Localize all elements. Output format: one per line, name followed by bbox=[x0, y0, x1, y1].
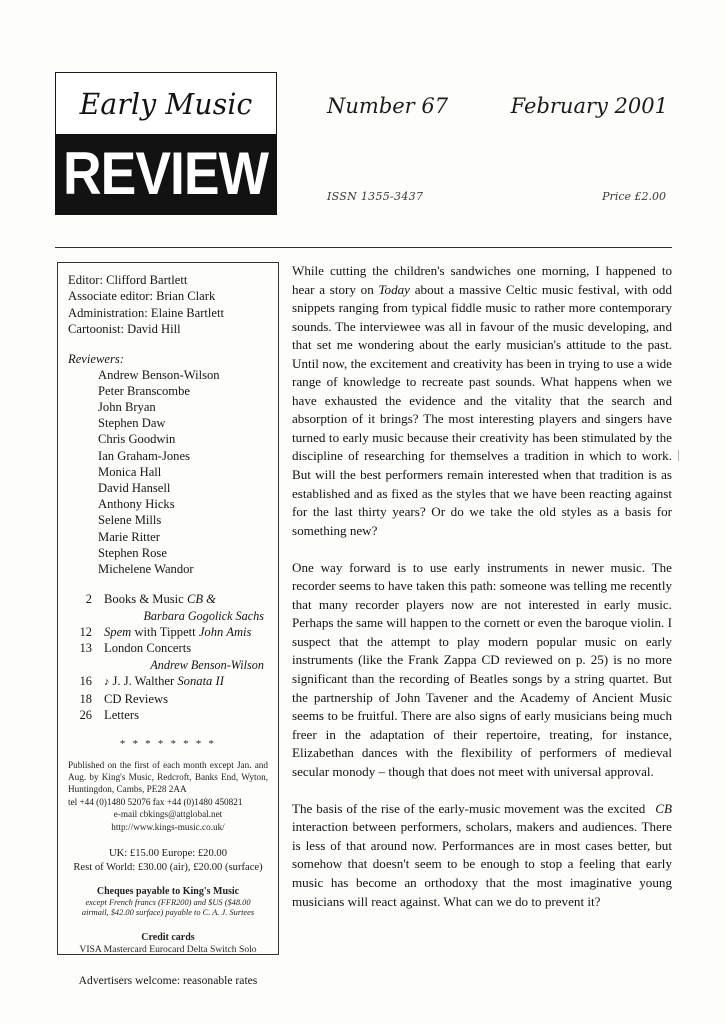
list-item: Stephen Rose bbox=[98, 545, 167, 560]
table-of-contents bbox=[68, 591, 268, 723]
publication-logo bbox=[55, 72, 277, 215]
staff-cartoonist: Cartoonist: David Hill bbox=[68, 322, 181, 337]
toc-entry-walther-sonata[interactable] bbox=[68, 673, 268, 690]
subscription-rates bbox=[68, 847, 268, 875]
toc-page-number: 26 bbox=[79, 708, 92, 723]
reviewers-heading: Reviewers: bbox=[68, 351, 124, 366]
publisher-website[interactable]: http://www.kings-music.co.uk/ bbox=[111, 821, 225, 832]
header-divider-rule bbox=[55, 247, 672, 248]
toc-page-number: 18 bbox=[79, 691, 92, 706]
toc-subline: Barbara Gogolick Sachs bbox=[143, 608, 264, 623]
masthead-info-box bbox=[57, 262, 279, 988]
subscription-rate-world: Rest of World: £30.00 (air), £20.00 (surface) bbox=[73, 861, 263, 873]
toc-page-number: 2 bbox=[85, 592, 92, 607]
toc-subline: Andrew Benson-Wilson bbox=[150, 657, 264, 672]
reviewers-list bbox=[68, 367, 268, 578]
list-item: Peter Branscombe bbox=[98, 383, 190, 398]
list-item: Selene Mills bbox=[98, 513, 162, 528]
issn-price-line bbox=[327, 190, 672, 203]
toc-title-byline: John Amis bbox=[198, 625, 252, 640]
cheques-fineprint-line2: airmail, $42.00 surface) payable to C. A. J. Surtees bbox=[81, 908, 255, 918]
toc-entry-spem-tippett[interactable] bbox=[68, 624, 268, 640]
publisher-statement: Published on the first of each month except Jan. and Aug. by King's Music, Redcroft, Banks End, Wyton, Huntingdon, Cambs, PE28 2AA bbox=[68, 759, 268, 795]
staff-associate-editor: Associate editor: Brian Clark bbox=[68, 289, 216, 304]
toc-page-number: 12 bbox=[79, 625, 92, 640]
logo-top-panel bbox=[55, 72, 277, 134]
list-item: Andrew Benson-Wilson bbox=[98, 367, 220, 382]
list-item: Monica Hall bbox=[98, 464, 162, 479]
editorial-paragraph-3-text: The basis of the rise of the early-music movement was the excited interaction between performers, scholars, makers and audiences. There is less of that around now. Performances are in most cases better, but somehow that doesn't seem to be enough to stop a feeling that early music has become an orthodoxy that the most imaginative young musicians will react against. What can we do to prevent it? bbox=[292, 800, 672, 909]
toc-title-text: with Tippett bbox=[134, 625, 196, 640]
staff-editor: Editor: Clifford Bartlett bbox=[68, 273, 188, 287]
editorial-article bbox=[292, 262, 672, 911]
cheques-heading: Cheques payable to King's Music bbox=[96, 885, 240, 897]
logo-title-early-music: Early Music bbox=[79, 86, 253, 121]
advertisers-notice: Advertisers welcome: reasonable rates bbox=[78, 974, 258, 988]
toc-entry-books-music[interactable] bbox=[68, 591, 268, 607]
toc-title: CD Reviews bbox=[104, 691, 169, 706]
toc-title bbox=[92, 673, 268, 690]
list-item: Marie Ritter bbox=[98, 529, 160, 544]
editorial-paragraph-2: One way forward is to use early instruments in newer music. The recorder seems to have taken this path: someone was telling me recently that many recorder players now are not interested in early music. Perhaps the same will happen to the cornett or even the baroque violin. I suspect that the attempt to play modern popular music on early instruments (like the Frank Zappa CD reviewed on p. 25) is no more significant than the recording of Beatles songs by a string quartet. But the partnership of John Tavener and the Academy of Ancient Music seems to be fruitful. There are also signs of early musicians being much freer in the adaptation of their repertoire, treating, for instance, Elizabethan dances with the flexibility of performers of medieval secular monody – though that does not meet with universal approval. bbox=[292, 559, 672, 779]
cheques-info bbox=[68, 886, 268, 919]
asterisk-divider: * * * * * * * * bbox=[119, 737, 217, 750]
toc-entry-cd-reviews[interactable] bbox=[68, 691, 268, 707]
editorial-signature: CB bbox=[655, 800, 672, 816]
publisher-email[interactable]: e-mail cbkings@attglobal.net bbox=[113, 809, 223, 820]
issn-code: ISSN 1355-3437 bbox=[327, 190, 424, 203]
staff-list bbox=[68, 272, 268, 338]
logo-title-review: REVIEW bbox=[63, 140, 269, 208]
toc-title bbox=[92, 591, 268, 607]
credit-cards-heading: Credit cards bbox=[141, 932, 195, 944]
list-item: John Bryan bbox=[98, 400, 156, 415]
toc-title: Letters bbox=[104, 708, 139, 723]
scan-artifact-mark bbox=[678, 450, 679, 461]
cover-price: Price £2.00 bbox=[602, 190, 666, 203]
toc-entry-london-concerts[interactable] bbox=[68, 640, 268, 656]
toc-title-byline: CB & bbox=[186, 592, 216, 607]
toc-title-text: J. J. Walther bbox=[112, 674, 175, 689]
logo-bottom-panel bbox=[55, 134, 277, 215]
editorial-paragraph-1: While cutting the children's sandwiches one morning, I happened to hear a story on Today about a massive Celtic music festival, with odd snippets ranging from typical fiddle music to rather more contemporary sounds. The interviewee was all in favour of the music developing, and that set me wondering about the early musician's attitude to the past. Until now, the excitement and creativity has been in trying to use a wide range of knowledge to recreate past sounds. What happens when we have exhausted the evidence and the vitality that the search and absorption of it brings? The most interesting players and singers have turned to early music because their creativity has been stimulated by the discipline of researching for themselves a tradition in which to work. But will the best performers remain interested when that tradition is as established and as fixed as the styles that we have been reacting against for the last thirty years? Or do we take the old styles as a basis for something new? bbox=[292, 263, 673, 538]
toc-title-text: Books & Music bbox=[104, 592, 184, 607]
subscription-rate-uk-europe: UK: £15.00 Europe: £20.00 bbox=[109, 847, 227, 859]
toc-entry-letters[interactable] bbox=[68, 707, 268, 723]
toc-page-number: 13 bbox=[79, 641, 92, 656]
toc-title: London Concerts bbox=[104, 641, 192, 656]
publisher-telephone: tel +44 (0)1480 52076 fax +44 (0)1480 450821 bbox=[68, 796, 243, 807]
toc-title-lead: Spem bbox=[104, 625, 132, 640]
issue-date: February 2001 bbox=[510, 94, 668, 118]
editorial-paragraph-3 bbox=[292, 800, 672, 911]
credit-cards-list: VISA Mastercard Eurocard Delta Switch Solo bbox=[79, 944, 257, 956]
credit-cards-info bbox=[68, 932, 268, 956]
issue-line bbox=[327, 94, 672, 118]
list-item: Ian Graham-Jones bbox=[98, 448, 190, 463]
list-item: David Hansell bbox=[98, 481, 171, 496]
staff-administration: Administration: Elaine Bartlett bbox=[68, 305, 224, 320]
cheques-fineprint-line1: except French francs (FFR200) and $US ($48.00 bbox=[85, 897, 251, 907]
music-note-icon: ♪ bbox=[104, 676, 110, 689]
list-item: Stephen Daw bbox=[98, 416, 166, 431]
list-item: Anthony Hicks bbox=[98, 497, 175, 512]
list-item: Chris Goodwin bbox=[98, 432, 176, 447]
toc-page-number: 16 bbox=[79, 674, 92, 689]
list-item: Michelene Wandor bbox=[98, 562, 194, 577]
masthead bbox=[55, 72, 672, 217]
issue-number: Number 67 bbox=[327, 94, 449, 118]
toc-title bbox=[92, 624, 268, 640]
toc-title-work: Sonata II bbox=[177, 674, 224, 689]
